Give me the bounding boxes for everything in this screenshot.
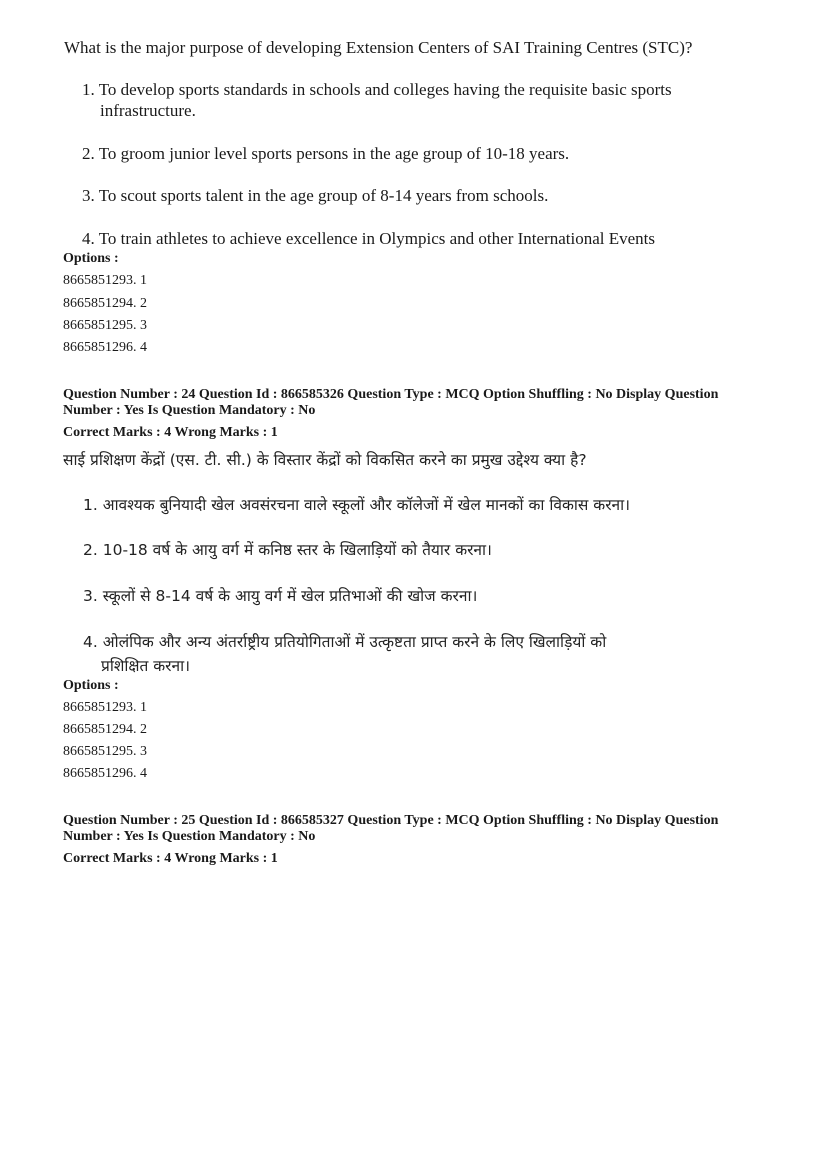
q23-item-3: 3. To scout sports talent in the age group of 8-14 years from schools. [82,186,549,205]
q24-option-2: 8665851294. 2 [63,722,147,737]
q24-meta-line2: Number : Yes Is Question Mandatory : No [63,403,316,418]
q24-option-4: 8665851296. 4 [63,766,147,781]
q23-item-2: 2. To groom junior level sports persons in the age group of 10-18 years. [82,144,570,163]
q23-option-4: 8665851296. 4 [63,340,147,355]
q23-options-label: Options : [63,251,119,266]
q24-option-1: 8665851293. 1 [63,700,147,715]
q24-item-2: 2. 10-18 वर्ष के आयु वर्ग में कनिष्ठ स्तर के खिलाड़ियों को तैयार करना। [83,541,492,559]
q24-meta-line1: Question Number : 24 Question Id : 866585326 Question Type : MCQ Option Shuffling : No Display Question [63,387,719,402]
q23-item-1-line2: infrastructure. [100,101,196,120]
q24-marks: Correct Marks : 4 Wrong Marks : 1 [63,425,278,440]
q23-item-4: 4. To train athletes to achieve excellence in Olympics and other International Events [82,229,655,248]
q25-meta-line1: Question Number : 25 Question Id : 866585327 Question Type : MCQ Option Shuffling : No Display Question [63,813,719,828]
q23-option-3: 8665851295. 3 [63,318,147,333]
q25-meta-line2: Number : Yes Is Question Mandatory : No [63,829,316,844]
q23-question-text: What is the major purpose of developing Extension Centers of SAI Training Centres (STC)? [64,38,693,57]
q23-option-2: 8665851294. 2 [63,296,147,311]
q24-item-3: 3. स्कूलों से 8-14 वर्ष के आयु वर्ग में खेल प्रतिभाओं की खोज करना। [83,587,478,605]
q24-item-1: 1. आवश्यक बुनियादी खेल अवसंरचना वाले स्कूलों और कॉलेजों में खेल मानकों का विकास करना। [83,496,631,514]
q24-option-3: 8665851295. 3 [63,744,147,759]
q24-question-text: साई प्रशिक्षण केंद्रों (एस. टी. सी.) के विस्तार केंद्रों को विकसित करने का प्रमुख उद्देश्य क्या है? [63,451,587,469]
q24-options-label: Options : [63,678,119,693]
q24-item-4-line1: 4. ओलंपिक और अन्य अंतर्राष्ट्रीय प्रतियोगिताओं में उत्कृष्टता प्राप्त करने के लिए खिलाड़ियों को [83,633,607,651]
q23-option-1: 8665851293. 1 [63,273,147,288]
q23-item-1-line1: 1. To develop sports standards in schools and colleges having the requisite basic sports [82,80,672,99]
q24-item-4-line2: प्रशिक्षित करना। [101,657,190,675]
q25-marks: Correct Marks : 4 Wrong Marks : 1 [63,851,278,866]
